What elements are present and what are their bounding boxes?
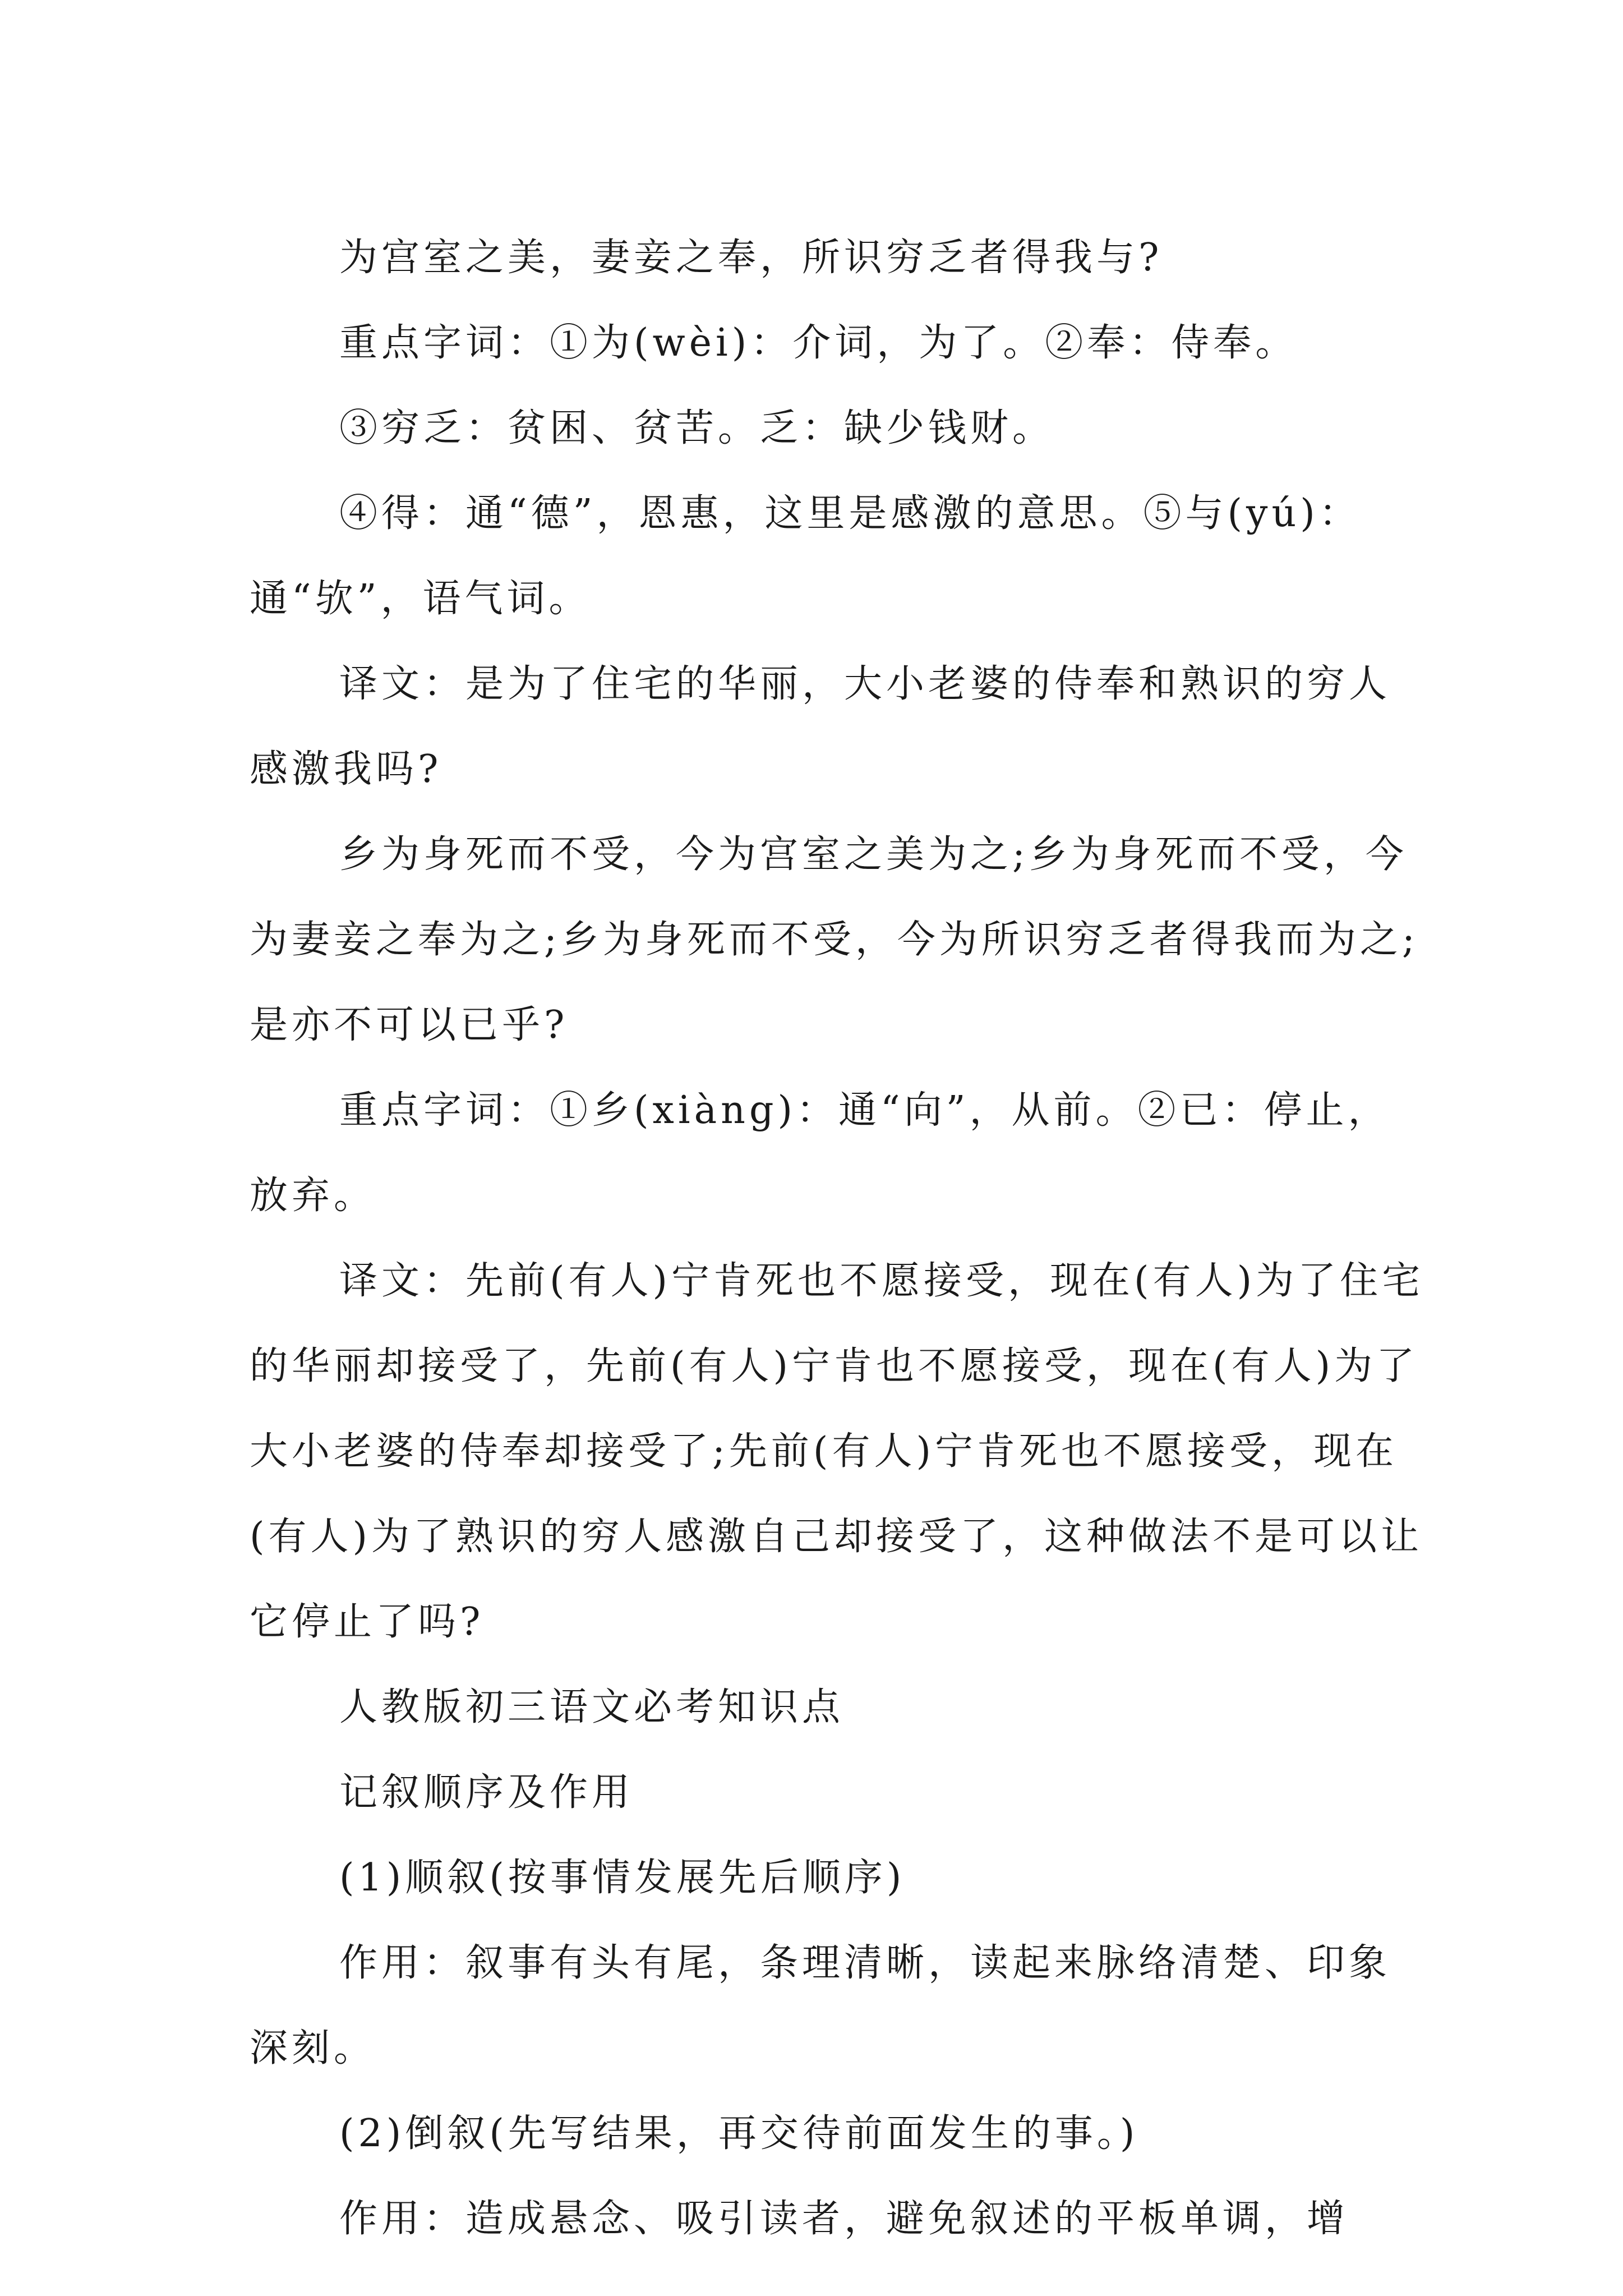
item-chronological-effect: 作用：叙事有头有尾，条理清晰，读起来脉络清楚、印象深刻。 [250, 1941, 1391, 2070]
item-flashback-effect: 作用：造成悬念、吸引读者，避免叙述的平板单调，增 [339, 2197, 1349, 2241]
paragraph-source-text-2: 乡为身死而不受，今为宫室之美为之;乡为身死而不受，今为妻妾之奉为之;乡为身死而不受，今为所识穷乏者得我而为之;是亦不可以已乎? [250, 832, 1419, 1047]
paragraph-key-words-1: 重点字词：①为(wèi)：介词，为了。②奉：侍奉。 [339, 321, 1298, 365]
paragraph-translation-1: 译文：是为了住宅的华丽，大小老婆的侍奉和熟识的穷人感激我吗? [250, 662, 1391, 792]
item-flashback-narration: (2)倒叙(先写结果，再交待前面发生的事。) [339, 2111, 1139, 2156]
paragraph-translation-2: 译文：先前(有人)宁肯死也不愿接受，现在(有人)为了住宅的华丽却接受了，先前(有人)宁肯也不愿接受，现在(有人)为了大小老婆的侍奉却接受了;先前(有人)宁肯死也不愿接受，现在(有人)为了熟识的穷人感激自己却接受了，这种做法不是可以让它停止了吗? [250, 1259, 1424, 1644]
paragraph-key-words-1-cont2: ④得：通“德”，恩惠，这里是感激的意思。⑤与(yú)：通“欤”，语气词。 [250, 491, 1361, 621]
section-title: 人教版初三语文必考知识点 [339, 1685, 845, 1729]
paragraph-key-words-2: 重点字词：①乡(xiàng)：通“向”，从前。②已：停止，放弃。 [250, 1088, 1390, 1218]
paragraph-source-text-1: 为宫室之美，妻妾之奉，所识穷乏者得我与? [339, 236, 1163, 280]
document-body [250, 215, 1427, 2262]
subsection-title: 记叙顺序及作用 [339, 1770, 634, 1815]
paragraph-key-words-1-cont: ③穷乏：贫困、贫苦。乏：缺少钱财。 [339, 406, 1055, 450]
item-chronological-narration: (1)顺叙(按事情发展先后顺序) [339, 1856, 906, 1900]
